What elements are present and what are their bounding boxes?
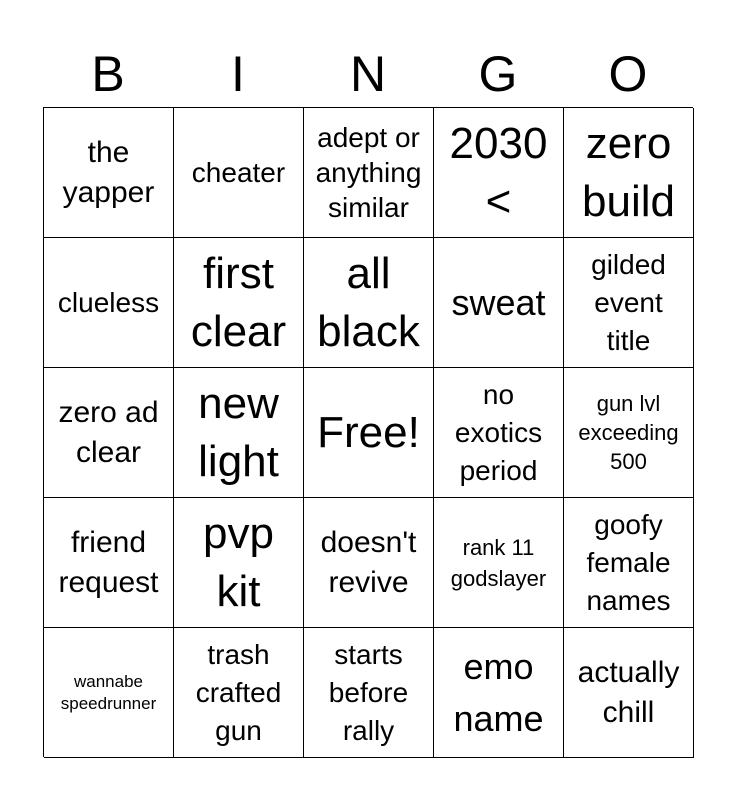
header-letter-b: B — [91, 46, 125, 102]
cell-text: gun lvl exceeding 500 — [578, 391, 679, 474]
cell-text: adept or anything similar — [315, 122, 422, 223]
cell-text: wannabe speedrunner — [60, 671, 157, 713]
cell-text: 2030 < — [449, 118, 548, 226]
bingo-cell-r5c2[interactable] — [174, 628, 304, 758]
bingo-board — [43, 107, 693, 757]
bingo-cell-r2c4[interactable] — [434, 238, 564, 368]
cell-text: the yapper — [62, 135, 155, 209]
bingo-cell-r5c3[interactable] — [304, 628, 434, 758]
header-letter-o: O — [608, 46, 648, 102]
cell-text: new light — [198, 378, 279, 486]
cell-text: first clear — [190, 248, 287, 356]
cell-text: Free! — [317, 407, 420, 457]
bingo-cell-r3c5[interactable] — [564, 368, 694, 498]
bingo-cell-r3c3[interactable] — [304, 368, 434, 498]
bingo-cell-r5c5[interactable] — [564, 628, 694, 758]
header-letter-i: I — [231, 46, 245, 102]
bingo-cell-r5c4[interactable] — [434, 628, 564, 758]
cell-text: actually chill — [577, 655, 680, 729]
cell-text: starts before rally — [328, 638, 409, 746]
cell-text: goofy female names — [586, 508, 671, 616]
cell-text: friend request — [58, 525, 159, 599]
cell-text: cheater — [191, 157, 286, 188]
cell-text: clueless — [57, 287, 160, 318]
header-letter-g: G — [478, 46, 518, 102]
bingo-header — [43, 40, 693, 108]
bingo-cell-r3c2[interactable] — [174, 368, 304, 498]
cell-text: sweat — [451, 281, 546, 323]
cell-text: zero ad clear — [58, 395, 159, 469]
bingo-cell-r4c3[interactable] — [304, 498, 434, 628]
bingo-cell-r1c5[interactable] — [564, 108, 694, 238]
cell-text: emo name — [453, 645, 544, 739]
bingo-cell-r2c3[interactable] — [304, 238, 434, 368]
cell-text: doesn't revive — [320, 525, 417, 599]
cell-text: rank 11 godslayer — [450, 534, 547, 591]
bingo-cell-r1c4[interactable] — [434, 108, 564, 238]
cell-text: zero build — [582, 118, 675, 226]
cell-text: pvp kit — [203, 508, 274, 616]
bingo-cell-r2c1[interactable] — [44, 238, 174, 368]
header-letter-n: N — [349, 46, 387, 102]
bingo-cell-r3c4[interactable] — [434, 368, 564, 498]
bingo-cell-r4c4[interactable] — [434, 498, 564, 628]
bingo-cell-r1c3[interactable] — [304, 108, 434, 238]
cell-text: no exotics period — [454, 378, 543, 486]
bingo-cell-r1c2[interactable] — [174, 108, 304, 238]
bingo-cell-r3c1[interactable] — [44, 368, 174, 498]
cell-text: all black — [317, 248, 420, 356]
bingo-cell-r2c2[interactable] — [174, 238, 304, 368]
bingo-cell-r4c5[interactable] — [564, 498, 694, 628]
cell-text: trash crafted gun — [195, 638, 282, 746]
bingo-cell-r4c2[interactable] — [174, 498, 304, 628]
cell-text: gilded event title — [591, 248, 666, 356]
bingo-cell-r2c5[interactable] — [564, 238, 694, 368]
bingo-cell-r5c1[interactable] — [44, 628, 174, 758]
bingo-cell-r4c1[interactable] — [44, 498, 174, 628]
bingo-cell-r1c1[interactable] — [44, 108, 174, 238]
